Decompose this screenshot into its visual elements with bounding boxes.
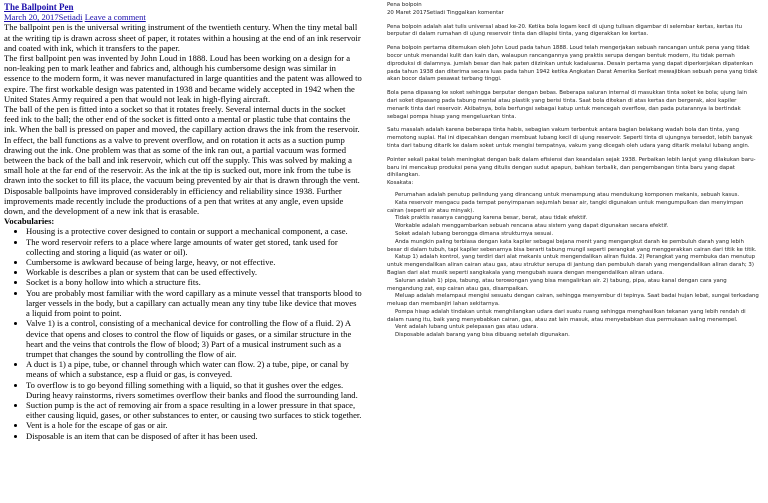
paragraph-1: The ballpoint pen is the universal writing instrument of the twentieth century. When the tiny metal ball at the writing tip is drawn across sheet of paper, it rotates within a housing at the end of an ink reservoir and coated with ink, which it transfers to the paper. <box>4 22 361 53</box>
translation-vocab-list <box>387 192 759 340</box>
vocab-list <box>4 226 362 440</box>
translation-vocab-item: Saluran adalah 1) pipa, tabung, atau terowongan yang bisa mengalirkan air. 2) tabung, pipa, atau kanal dengan cara yang mengandung zat, esp cairan atau gas, disampaikan. <box>387 277 727 292</box>
translation-vocab-item: Meluap adalah melampaui mengisi sesuatu dengan cairan, sehingga menyembur di tepinya. Saat badai hujan lebat, sungai terkadang meluap dan membanjiri lahan sekitarnya. <box>387 293 759 308</box>
vocab-item: • Valve 1) is a control, consisting of a mechanical device for controlling the flow of a fluid. 2) A device that opens and closes to control the flow of liquids or gases, or a similar structure in the heart and the veins that controls the flow of blood; 3) Part of a musical instrument such as a trumpet that changes the sound by controlling the flow of air. <box>26 318 362 359</box>
translation-vocab-item: Vent adalah lubang untuk pelepasan gas atau udara. <box>395 324 539 331</box>
indonesian-translation <box>387 2 759 502</box>
translation-vocab-item: Workable adalah menggambarkan sebuah rencana atau sistem yang dapat digunakan secara efektif. <box>395 223 669 230</box>
kosakata-heading: Kosakata: <box>387 180 414 187</box>
vocab-item: • Vent is a hole for the escape of gas or air. <box>26 420 362 430</box>
date-link[interactable]: March 20, 2017 <box>4 12 59 23</box>
english-article <box>0 0 362 503</box>
paragraph-3: The ball of the pen is fitted into a socket so that it rotates freely. Several internal ducts in the socket feed ink to the ball; the other end of the socket is fitted onto a mental or plastic tube that contains the ink. When the ball is pressed on paper and moved, the capillary action draws the ink from the reservoir. In effect, the ball functions as a valve to prevent overflow, and on rotation it acts as a suction pump drawing out the ink. One problem was that as some of the ink ran out, a partial vacuum was formed between the back of the ball and ink reservoir, which cut off the supply. This was solved by making a small hole at the far end of the reservoir. As the ink at the tip is sucked out, more ink from the tube is drawn into the socket to fill its place, the vacuum being prevented by air that is drawn through the vent. <box>4 104 360 186</box>
translation-vocab-item: Anda mungkin paling terbiasa dengan kata kapiler sebagai bejana menit yang mengangkut darah ke pembuluh darah yang lebih besar di dalam tubuh, tapi kapiler sebenarnya bisa berarti tabung mungil seperti perangkat yang menggerakkan cairan dari titik ke titik. <box>387 238 757 253</box>
translation-paragraph: Bola pena dipasang ke soket sehingga berputar dengan bebas. Beberapa saluran internal di masukkan tinta soket ke bola; ujung lain dari soket dipasang pada tabung mental atau plastik yang berisi tinta. Saat bola ditekan di atas kertas dan bergerak, aksi kapiler menarik tinta dari reservoir. Akibatnya, bola berfungsi sebagai katup untuk mencegah overflow, dan pada putarannya ia bertindak sebagai pompa hisap yang mengeluarkan tinta. <box>387 90 748 120</box>
vocab-item: • Cumbersome is awkward because of being large, heavy, or not effective. <box>26 257 362 267</box>
paragraph-4: Disposable ballpoints have improved considerably in efficiency and reliability since 1938. Further improvements made recently include the productions of a pen that writes at any angle, even upside down, and the development of a new ink that is erasable. <box>4 185 344 217</box>
vocab-item: • Disposable is an item that can be disposed of after it has been used. <box>26 431 362 441</box>
vocab-item: • A duct is 1) a pipe, tube, or channel through which water can flow. 2) a tube, pipe, or canal by means of which a substance, esp a fluid or gas, is conveyed. <box>26 359 362 379</box>
article-meta <box>4 12 362 22</box>
translation-header <box>387 2 759 18</box>
author-link[interactable]: Setiadi <box>58 12 83 23</box>
translation-paragraph: Pena bolpoin pertama ditemukan oleh John Loud pada tahun 1888. Loud telah mengerjakan sebuah rancangan untuk pena yang tidak bocor untuk menandai kulit dan kain dan, walaupun rancangannya yang praktis serupa dengan bentuk modern, itu tidak pernah diproduksi di dalamnya. jumlah besar dan hak paten diizinkan untuk kadaluarsa. Desain pertama yang dapat diperkerjakan dipatenkan pada tahun 1938 dan diterima secara luas pada tahun 1942 ketika Angkatan Darat Amerika Serikat mewajibkan sebuah pena yang tidak akan bocor dalam pesawat terbang tinggi. <box>387 45 758 83</box>
vocab-item: • Suction pump is the act of removing air from a space resulting in a lower pressure in that space, either causing liquid, gases, or other substances to enter, or causing two surfaces to stick together. <box>26 400 362 420</box>
translation-meta: 20 Maret 2017Setiadi Tinggalkan komentar <box>387 9 504 16</box>
translation-vocab-item: Pompa hisap adalah tindakan untuk menghilangkan udara dari suatu ruang sehingga menghasilkan tekanan yang lebih rendah di dalam ruang itu, baik yang menyebabkan cairan, gas, atau zat lain masuk, atau menyebabkan dua permukaan saling menempel. <box>387 308 746 323</box>
translation-vocab-item: Katup 1) adalah kontrol, yang terdiri dari alat mekanis untuk mengendalikan aliran fluida. 2) Perangkat yang membuka dan menutup untuk mengendalikan aliran cairan atau gas, atau struktur serupa di jantung dan pembuluh darah yang mengendalikan aliran darah; 3) Bagian dari alat musik seperti sangkakala yang mengubah suara dengan mengendalikan aliran udara. <box>387 254 756 276</box>
vocab-item: • To overflow is to go beyond filling something with a liquid, so that it gushes over the edges. During heavy rainstorms, rivers sometimes overflow their banks and flood the surrounding land. <box>26 380 362 400</box>
translation-vocab-item: Kata reservoir mengacu pada tempat penyimpanan sejumlah besar air, tangki digunakan untuk mengumpulkan dan menyimpan cairan (seperti air atau minyak). <box>387 199 744 214</box>
vocab-item: • The word reservoir refers to a place where large amounts of water get stored, tank used for collecting and storing a liquid (as water or oil). <box>26 237 362 257</box>
vocab-item: • Socket is a bony hollow into which a structure fits. <box>26 277 362 287</box>
translation-vocab-item: Disposable adalah barang yang bisa dibuang setelah digunakan. <box>395 332 570 339</box>
translation-title: Pena bolpoin <box>387 2 422 8</box>
paragraph-2: The first ballpoint pen was invented by John Loud in 1888. Loud has been working on a design for a non-leaking pen to mark leather and fabrics and, although his cumbersome design was similar in essence to the modern form, it was never manufactured in large quantities and the patent was allowed to expire. The first workable design was patented in 1938 and became widely accepted in 1942 when the United States Army required a pen that would not leak in high-flying aircraft. <box>4 53 362 104</box>
translation-paragraph: Pointer sekali pakai telah meningkat dengan baik dalam efisiensi dan keandalan sejak 1938. Perbaikan lebih lanjut yang dilakukan baru-baru ini mencakup produksi pena yang ditulis dengan sudut apapun, bahkan terbalik, dan pengembangan tinta baru yang dapat dihilangkan. <box>387 156 756 179</box>
vocab-item: • You are probably most familiar with the word capillary as a minute vessel that transports blood to larger vessels in the body, but a capillary can actually mean any tiny tube like device that moves a liquid from point to point. <box>26 288 362 319</box>
translation-vocab-item: Soket adalah lubang berongga dimana strukturnya sesuai. <box>395 230 554 237</box>
vocab-item: • Workable is describes a plan or system that can be used effectively. <box>26 267 362 277</box>
vocab-item: • Housing is a protective cover designed to contain or support a mechanical component, a case. <box>26 226 362 236</box>
vocab-heading: Vocabularies: <box>4 216 55 227</box>
translation-vocab-item: Tidak praktis rasanya canggung karena besar, berat, atau tidak efektif. <box>395 215 588 222</box>
article-title[interactable]: The Ballpoint Pen <box>4 2 74 12</box>
translation-paragraph: Pena bolpoin adalah alat tulis universal abad ke-20. Ketika bola logam kecil di ujung tulisan digambar di selembar kertas, kertas itu berputar di dalam rumahan di ujung reservoir tinta dan dilapisi tinta, yang digerakkan ke kertas. <box>387 23 743 38</box>
translation-paragraph: Satu masalah adalah karena beberapa tinta habis, sebagian vakum terbentuk antara bagian belakang wadah bola dan tinta, yang memotong suplai. Hal ini dipecahkan dengan membuat lubang kecil di ujung reservoir. Seperti tinta di ujungnya tersedot, lebih banyak tinta dari tabung ditarik ke dalam soket untuk mengisi tempatnya, vakum yang dicegah oleh udara yang ditarik melalui lubang angin. <box>387 127 753 149</box>
leave-comment-link[interactable]: Leave a comment <box>84 12 146 23</box>
translation-vocab-item: Perumahan adalah penutup pelindung yang dirancang untuk menampung atau mendukung komponen mekanis, sebuah kasus. <box>395 191 740 198</box>
